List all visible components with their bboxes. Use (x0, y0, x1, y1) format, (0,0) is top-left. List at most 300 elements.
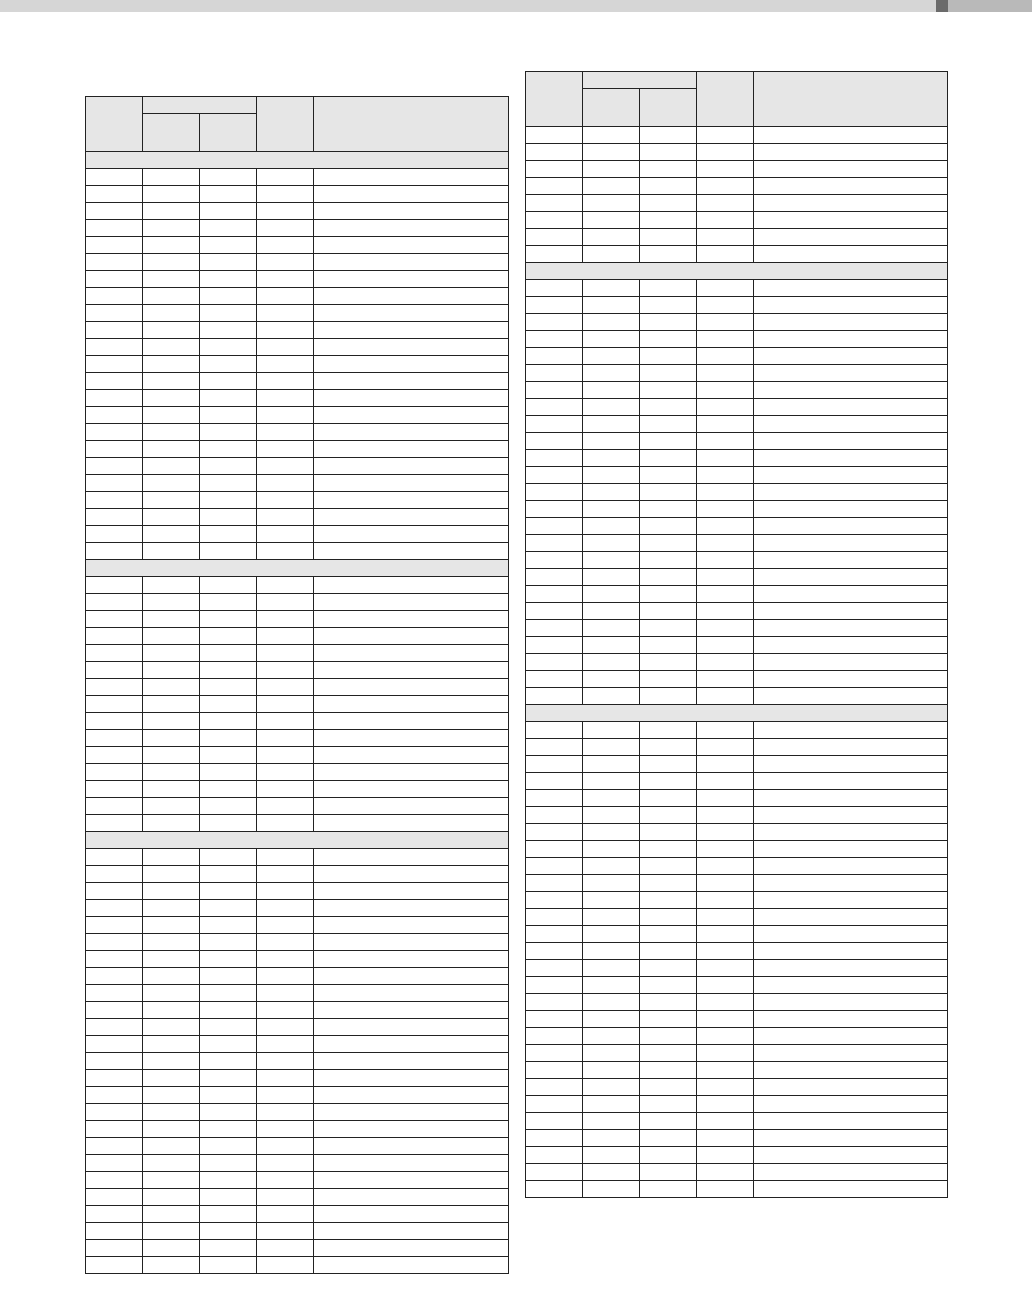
table-cell (583, 1079, 640, 1096)
table-cell (526, 586, 583, 603)
table-cell (697, 807, 754, 824)
table-cell (697, 246, 754, 263)
table-cell (257, 1155, 314, 1172)
table-cell (257, 866, 314, 883)
table-cell (314, 985, 509, 1002)
table-cell (86, 271, 143, 288)
table-cell (640, 875, 697, 892)
table-cell (640, 535, 697, 552)
table-cell (200, 883, 257, 900)
table-row (86, 1240, 509, 1257)
table-cell (200, 1121, 257, 1138)
table-cell (143, 305, 200, 322)
table-row (526, 501, 948, 518)
table-cell (314, 509, 509, 526)
table-cell (314, 1002, 509, 1019)
table-cell (754, 960, 948, 977)
table-cell (314, 237, 509, 254)
table-cell (86, 679, 143, 696)
table-cell (86, 747, 143, 764)
table-cell (257, 968, 314, 985)
table-cell (583, 892, 640, 909)
table-row (86, 781, 509, 798)
table-cell (583, 331, 640, 348)
table-cell (314, 356, 509, 373)
table-cell (257, 322, 314, 339)
table-cell (143, 492, 200, 509)
table-cell (640, 246, 697, 263)
table-cell (257, 509, 314, 526)
table-cell (257, 271, 314, 288)
table-cell (86, 883, 143, 900)
table-cell (583, 246, 640, 263)
table-row (86, 288, 509, 305)
table-cell (697, 1164, 754, 1181)
section-row (86, 832, 509, 849)
table-row (86, 883, 509, 900)
table-cell (314, 1121, 509, 1138)
table-cell (526, 790, 583, 807)
table-row (86, 543, 509, 560)
table-cell (640, 195, 697, 212)
table-cell (257, 1087, 314, 1104)
table-cell (86, 815, 143, 832)
table-cell (257, 1257, 314, 1274)
table-cell (86, 577, 143, 594)
left-table-header (86, 97, 509, 152)
table-cell (640, 994, 697, 1011)
table-cell (143, 509, 200, 526)
table-cell (697, 297, 754, 314)
table-cell (697, 280, 754, 297)
table-cell (697, 127, 754, 144)
table-cell (143, 900, 200, 917)
table-cell (640, 1045, 697, 1062)
table-cell (257, 1019, 314, 1036)
table-cell (314, 390, 509, 407)
table-cell (200, 985, 257, 1002)
table-cell (697, 161, 754, 178)
table-row (86, 1087, 509, 1104)
table-cell (526, 348, 583, 365)
table-cell (200, 1189, 257, 1206)
table-row (86, 373, 509, 390)
table-cell (697, 620, 754, 637)
table-cell (526, 603, 583, 620)
table-cell (86, 628, 143, 645)
table-cell (143, 866, 200, 883)
table-cell (257, 458, 314, 475)
table-cell (200, 186, 257, 203)
table-cell (754, 484, 948, 501)
table-cell (143, 1206, 200, 1223)
table-cell (640, 178, 697, 195)
table-cell (86, 696, 143, 713)
table-cell (143, 390, 200, 407)
table-cell (640, 569, 697, 586)
table-cell (526, 807, 583, 824)
table-cell (583, 603, 640, 620)
table-cell (640, 807, 697, 824)
table-cell (257, 594, 314, 611)
table-row (526, 331, 948, 348)
table-row (526, 841, 948, 858)
table-cell (86, 169, 143, 186)
table-cell (754, 756, 948, 773)
table-cell (314, 475, 509, 492)
table-row (86, 1189, 509, 1206)
table-row (526, 722, 948, 739)
table-cell (583, 773, 640, 790)
table-cell (583, 1045, 640, 1062)
table-cell (200, 1002, 257, 1019)
table-cell (200, 577, 257, 594)
table-cell (86, 322, 143, 339)
table-cell (143, 475, 200, 492)
table-cell (640, 416, 697, 433)
table-cell (257, 1121, 314, 1138)
table-row (86, 764, 509, 781)
table-row (526, 569, 948, 586)
table-cell (86, 594, 143, 611)
table-cell (526, 331, 583, 348)
table-cell (754, 501, 948, 518)
table-cell (314, 1053, 509, 1070)
table-row (86, 900, 509, 917)
table-row (526, 790, 948, 807)
table-row (86, 662, 509, 679)
table-cell (526, 688, 583, 705)
table-cell (526, 756, 583, 773)
table-cell (143, 237, 200, 254)
table-cell (754, 535, 948, 552)
table-cell (697, 892, 754, 909)
table-cell (200, 917, 257, 934)
table-cell (526, 246, 583, 263)
table-row (526, 773, 948, 790)
table-cell (697, 212, 754, 229)
table-cell (257, 917, 314, 934)
table-cell (697, 331, 754, 348)
table-cell (754, 280, 948, 297)
table-cell (143, 407, 200, 424)
table-row (86, 577, 509, 594)
table-cell (86, 407, 143, 424)
table-cell (583, 552, 640, 569)
table-cell (697, 535, 754, 552)
table-cell (754, 1164, 948, 1181)
table-row (526, 807, 948, 824)
table-row (86, 594, 509, 611)
table-cell (143, 917, 200, 934)
table-cell (314, 798, 509, 815)
table-cell (583, 807, 640, 824)
table-cell (526, 994, 583, 1011)
table-cell (640, 620, 697, 637)
table-cell (526, 977, 583, 994)
table-cell (86, 781, 143, 798)
table-cell (314, 1257, 509, 1274)
table-row (86, 1121, 509, 1138)
table-row (526, 195, 948, 212)
table-cell (200, 1257, 257, 1274)
table-cell (526, 297, 583, 314)
table-cell (257, 424, 314, 441)
table-cell (200, 203, 257, 220)
table-cell (86, 1019, 143, 1036)
table-cell (583, 977, 640, 994)
table-cell (200, 764, 257, 781)
table-cell (86, 1257, 143, 1274)
table-cell (754, 331, 948, 348)
table-cell (697, 977, 754, 994)
table-cell (314, 934, 509, 951)
table-cell (257, 934, 314, 951)
table-row (86, 679, 509, 696)
table-cell (697, 841, 754, 858)
table-cell (526, 824, 583, 841)
header-subcell (583, 89, 640, 127)
table-cell (640, 280, 697, 297)
table-cell (257, 679, 314, 696)
table-cell (257, 951, 314, 968)
table-cell (640, 977, 697, 994)
table-cell (200, 390, 257, 407)
table-cell (526, 280, 583, 297)
table-cell (143, 1138, 200, 1155)
table-row (526, 416, 948, 433)
table-cell (526, 722, 583, 739)
table-cell (257, 169, 314, 186)
table-cell (314, 407, 509, 424)
table-cell (583, 501, 640, 518)
table-cell (640, 960, 697, 977)
table-cell (640, 841, 697, 858)
table-cell (257, 798, 314, 815)
table-cell (314, 730, 509, 747)
table-cell (143, 424, 200, 441)
table-cell (640, 365, 697, 382)
table-row (86, 322, 509, 339)
table-cell (640, 552, 697, 569)
table-cell (754, 416, 948, 433)
table-cell (526, 1164, 583, 1181)
top-bar-tail (948, 0, 1032, 12)
table-cell (143, 1240, 200, 1257)
table-cell (697, 1028, 754, 1045)
table-cell (583, 960, 640, 977)
section-row (86, 560, 509, 577)
header-group-cell (143, 97, 257, 114)
table-cell (143, 628, 200, 645)
table-cell (143, 764, 200, 781)
table-cell (583, 909, 640, 926)
table-cell (314, 1155, 509, 1172)
table-row (526, 1181, 948, 1198)
table-cell (583, 1147, 640, 1164)
table-cell (86, 509, 143, 526)
table-cell (143, 288, 200, 305)
right-table-header (526, 72, 948, 127)
table-row (526, 433, 948, 450)
table-cell (143, 679, 200, 696)
table-row (86, 730, 509, 747)
table-row (86, 1138, 509, 1155)
table-cell (754, 858, 948, 875)
table-row (86, 237, 509, 254)
table-row (526, 1079, 948, 1096)
table-cell (200, 1053, 257, 1070)
table-row (86, 1104, 509, 1121)
header-cell (86, 97, 143, 152)
table-cell (526, 518, 583, 535)
section-row (86, 152, 509, 169)
header-subcell (200, 114, 257, 152)
table-row (86, 611, 509, 628)
table-cell (754, 552, 948, 569)
table-cell (754, 722, 948, 739)
table-cell (314, 968, 509, 985)
table-cell (697, 739, 754, 756)
table-row (526, 586, 948, 603)
section-cell (86, 832, 509, 849)
table-cell (257, 220, 314, 237)
table-cell (583, 518, 640, 535)
table-cell (86, 254, 143, 271)
table-row (86, 815, 509, 832)
table-cell (200, 798, 257, 815)
table-cell (314, 815, 509, 832)
header-subcell (640, 89, 697, 127)
table-cell (314, 577, 509, 594)
table-cell (314, 764, 509, 781)
table-cell (86, 203, 143, 220)
table-cell (697, 1062, 754, 1079)
table-cell (143, 1155, 200, 1172)
table-cell (754, 467, 948, 484)
right-table-body (526, 127, 948, 1198)
table-cell (86, 951, 143, 968)
table-cell (257, 849, 314, 866)
table-cell (583, 1062, 640, 1079)
table-cell (200, 611, 257, 628)
table-cell (314, 441, 509, 458)
table-row (526, 1011, 948, 1028)
table-cell (86, 373, 143, 390)
table-cell (200, 458, 257, 475)
table-cell (200, 1155, 257, 1172)
table-cell (86, 441, 143, 458)
table-cell (754, 1096, 948, 1113)
table-row (86, 849, 509, 866)
table-row (86, 407, 509, 424)
table-cell (86, 237, 143, 254)
table-cell (697, 1130, 754, 1147)
table-cell (754, 1028, 948, 1045)
table-cell (583, 1130, 640, 1147)
table-row (526, 892, 948, 909)
table-cell (583, 1113, 640, 1130)
table-cell (526, 382, 583, 399)
table-cell (200, 1223, 257, 1240)
table-cell (200, 628, 257, 645)
table-cell (697, 1113, 754, 1130)
table-cell (257, 186, 314, 203)
table-cell (143, 526, 200, 543)
table-cell (257, 1172, 314, 1189)
table-row (526, 1164, 948, 1181)
table-cell (697, 1079, 754, 1096)
table-cell (640, 892, 697, 909)
table-cell (257, 1189, 314, 1206)
table-row (526, 348, 948, 365)
table-cell (257, 543, 314, 560)
table-cell (697, 926, 754, 943)
table-cell (526, 433, 583, 450)
table-cell (143, 730, 200, 747)
table-cell (200, 356, 257, 373)
table-cell (314, 713, 509, 730)
table-cell (200, 815, 257, 832)
table-cell (200, 951, 257, 968)
table-cell (583, 1011, 640, 1028)
table-cell (314, 492, 509, 509)
table-cell (583, 586, 640, 603)
table-cell (200, 526, 257, 543)
table-cell (583, 739, 640, 756)
table-cell (143, 1172, 200, 1189)
table-cell (754, 195, 948, 212)
table-row (526, 875, 948, 892)
table-cell (754, 314, 948, 331)
table-cell (86, 1087, 143, 1104)
table-cell (143, 1223, 200, 1240)
table-cell (143, 1036, 200, 1053)
table-cell (257, 1206, 314, 1223)
table-cell (86, 764, 143, 781)
table-cell (314, 696, 509, 713)
table-cell (200, 373, 257, 390)
table-cell (314, 203, 509, 220)
table-row (526, 212, 948, 229)
table-row (86, 1070, 509, 1087)
table-cell (314, 288, 509, 305)
table-row (526, 858, 948, 875)
table-row (86, 1002, 509, 1019)
table-row (526, 161, 948, 178)
table-cell (697, 484, 754, 501)
table-cell (526, 1181, 583, 1198)
table-row (526, 229, 948, 246)
table-row (86, 1155, 509, 1172)
table-cell (583, 620, 640, 637)
table-cell (143, 169, 200, 186)
table-cell (86, 1172, 143, 1189)
table-cell (754, 841, 948, 858)
table-cell (754, 637, 948, 654)
table-row (86, 713, 509, 730)
table-cell (526, 212, 583, 229)
table-cell (640, 824, 697, 841)
table-cell (583, 416, 640, 433)
table-cell (526, 943, 583, 960)
table-cell (143, 1019, 200, 1036)
table-cell (754, 399, 948, 416)
table-row (86, 1223, 509, 1240)
table-cell (314, 526, 509, 543)
table-cell (314, 849, 509, 866)
header-cell (526, 72, 583, 127)
